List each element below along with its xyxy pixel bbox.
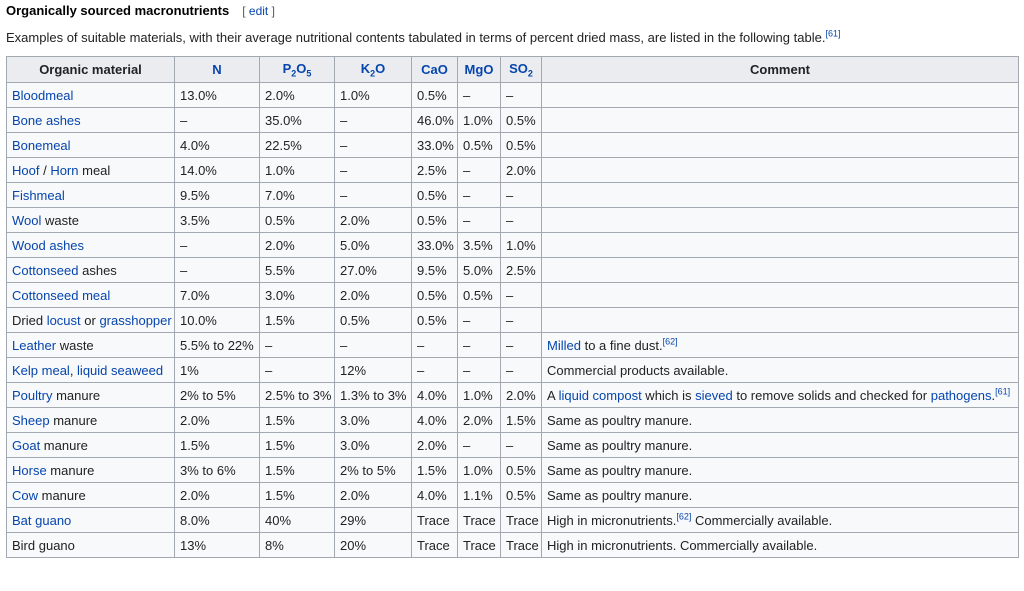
cell-comment <box>542 158 1019 183</box>
cell-k: 5.0% <box>335 233 412 258</box>
cell-ca: 0.5% <box>412 183 458 208</box>
cell-mg: 0.5% <box>458 283 501 308</box>
header-p2o5[interactable]: $P_2O_5$ <box>260 57 335 83</box>
cell-n: – <box>175 233 260 258</box>
cell-n: 13.0% <box>175 83 260 108</box>
cell-mg: 1.1% <box>458 483 501 508</box>
cell-n: 3.5% <box>175 208 260 233</box>
reference-link[interactable]: [61] <box>995 386 1011 397</box>
comment-text: . <box>991 387 996 403</box>
cell-p: 8% <box>260 533 335 558</box>
cell-n: 8.0% <box>175 508 260 533</box>
cell-mg: – <box>458 333 501 358</box>
comment-text: High in micronutrients. Commercially available. <box>547 537 818 553</box>
table-header-row <box>7 57 1019 83</box>
cell-p: 5.5% <box>260 258 335 283</box>
cell-s: 1.0% <box>501 233 542 258</box>
comment-text: which is <box>641 387 696 403</box>
cell-s: 0.5% <box>501 483 542 508</box>
cell-s: 0.5% <box>501 133 542 158</box>
material-text: Bird guano <box>12 537 75 553</box>
cell-n: 5.5% to 22% <box>175 333 260 358</box>
cell-material <box>7 158 175 183</box>
cell-k: – <box>335 158 412 183</box>
material-link[interactable]: Horse <box>12 462 47 478</box>
cell-n: – <box>175 258 260 283</box>
intro-text: Examples of suitable materials, with their average nutritional contents tabulated in terms of percent dried mass, are listed in the following table. <box>6 30 826 45</box>
material-link[interactable]: Leather <box>12 337 57 353</box>
material-text: manure <box>40 437 88 453</box>
table-row <box>7 458 1019 483</box>
material-text: ashes <box>78 262 117 278</box>
cell-material <box>7 333 175 358</box>
cell-s: – <box>501 83 542 108</box>
cell-ca: 4.0% <box>412 483 458 508</box>
cell-p: 1.5% <box>260 308 335 333</box>
cell-material <box>7 533 175 558</box>
comment-text: Same as poultry manure. <box>547 437 693 453</box>
cell-ca: 0.5% <box>412 283 458 308</box>
cell-mg: – <box>458 208 501 233</box>
table-row <box>7 133 1019 158</box>
cell-n: 9.5% <box>175 183 260 208</box>
cell-comment <box>542 458 1019 483</box>
material-link[interactable]: Cottonseed meal <box>12 287 111 303</box>
cell-k: 1.0% <box>335 83 412 108</box>
cell-p: 22.5% <box>260 133 335 158</box>
cell-comment <box>542 408 1019 433</box>
cell-s: 2.0% <box>501 383 542 408</box>
table-row <box>7 283 1019 308</box>
cell-p: 1.5% <box>260 408 335 433</box>
cell-material <box>7 258 175 283</box>
cell-material <box>7 208 175 233</box>
cell-p: 1.5% <box>260 483 335 508</box>
cell-n: 4.0% <box>175 133 260 158</box>
cell-p: 1.5% <box>260 433 335 458</box>
cell-k: 2.0% <box>335 483 412 508</box>
cell-comment <box>542 383 1019 408</box>
cell-s: – <box>501 283 542 308</box>
cell-mg: Trace <box>458 533 501 558</box>
cell-k: 2.0% <box>335 283 412 308</box>
header-k2o[interactable]: $K_2O$ <box>335 57 412 83</box>
cell-comment <box>542 308 1019 333</box>
cell-ca: 1.5% <box>412 458 458 483</box>
cell-k: 12% <box>335 358 412 383</box>
cell-material <box>7 183 175 208</box>
cell-mg: 1.0% <box>458 458 501 483</box>
cell-p: – <box>260 333 335 358</box>
cell-material <box>7 483 175 508</box>
cell-mg: – <box>458 358 501 383</box>
cell-ca: – <box>412 333 458 358</box>
edit-link[interactable]: edit <box>248 4 269 18</box>
comment-link[interactable]: liquid compost <box>558 387 642 403</box>
cell-mg: – <box>458 433 501 458</box>
cell-material <box>7 308 175 333</box>
table-row <box>7 408 1019 433</box>
cell-k: 3.0% <box>335 408 412 433</box>
cell-mg: 3.5% <box>458 233 501 258</box>
header-n[interactable]: N <box>175 57 260 83</box>
cell-k: 2.0% <box>335 208 412 233</box>
comment-text: Commercially available. <box>691 512 833 528</box>
table-row <box>7 258 1019 283</box>
cell-mg: 1.0% <box>458 108 501 133</box>
cell-s: – <box>501 433 542 458</box>
cell-k: 1.3% to 3% <box>335 383 412 408</box>
macronutrients-table <box>6 56 1019 558</box>
cell-n: 2% to 5% <box>175 383 260 408</box>
cell-ca: – <box>412 358 458 383</box>
comment-text: Same as poultry manure. <box>547 412 693 428</box>
cell-comment <box>542 508 1019 533</box>
cell-p: 0.5% <box>260 208 335 233</box>
cell-n: 1% <box>175 358 260 383</box>
material-link[interactable]: Horn <box>50 162 79 178</box>
table-row <box>7 158 1019 183</box>
cell-material <box>7 433 175 458</box>
cell-material <box>7 383 175 408</box>
cell-s: Trace <box>501 508 542 533</box>
cell-p: 40% <box>260 508 335 533</box>
cell-k: – <box>335 108 412 133</box>
table-row <box>7 308 1019 333</box>
material-text: , <box>69 362 78 378</box>
cell-s: 2.0% <box>501 158 542 183</box>
cell-mg: – <box>458 158 501 183</box>
material-text: waste <box>41 212 79 228</box>
cell-comment <box>542 183 1019 208</box>
table-row <box>7 208 1019 233</box>
cell-ca: 33.0% <box>412 233 458 258</box>
cell-p: 1.5% <box>260 458 335 483</box>
cell-p: – <box>260 358 335 383</box>
cell-ca: 33.0% <box>412 133 458 158</box>
material-link[interactable]: Hoof <box>12 162 40 178</box>
material-link[interactable]: Kelp meal <box>12 362 70 378</box>
cell-mg: – <box>458 183 501 208</box>
header-so2[interactable]: $SO_2$ <box>501 57 542 83</box>
material-text: manure <box>49 412 98 428</box>
reference-link[interactable]: [62] <box>662 336 678 347</box>
table-body <box>7 83 1019 558</box>
cell-mg: 2.0% <box>458 408 501 433</box>
header-mgo[interactable]: MgO <box>458 57 501 83</box>
cell-p: 7.0% <box>260 183 335 208</box>
material-link[interactable]: Bloodmeal <box>12 87 74 103</box>
cell-n: 1.5% <box>175 433 260 458</box>
material-link[interactable]: Bat guano <box>12 512 72 528</box>
material-text: manure <box>52 387 101 403</box>
header-comment[interactable]: Comment <box>542 57 1019 83</box>
cell-k: 2% to 5% <box>335 458 412 483</box>
cell-p: 2.5% to 3% <box>260 383 335 408</box>
cell-comment <box>542 258 1019 283</box>
cell-ca: 9.5% <box>412 258 458 283</box>
cell-s: 0.5% <box>501 458 542 483</box>
material-link[interactable]: Poultry <box>12 387 53 403</box>
cell-ca: 0.5% <box>412 308 458 333</box>
cell-comment <box>542 233 1019 258</box>
cell-material <box>7 133 175 158</box>
table-row <box>7 183 1019 208</box>
cell-comment <box>542 83 1019 108</box>
cell-mg: – <box>458 83 501 108</box>
comment-text: Same as poultry manure. <box>547 462 693 478</box>
table-row <box>7 483 1019 508</box>
cell-comment <box>542 433 1019 458</box>
cell-mg: – <box>458 308 501 333</box>
table-row <box>7 358 1019 383</box>
cell-k: 20% <box>335 533 412 558</box>
cell-comment <box>542 358 1019 383</box>
cell-comment <box>542 483 1019 508</box>
cell-comment <box>542 283 1019 308</box>
cell-comment <box>542 133 1019 158</box>
comment-link[interactable]: sieved <box>695 387 733 403</box>
cell-ca: Trace <box>412 533 458 558</box>
cell-n: 13% <box>175 533 260 558</box>
cell-p: 1.0% <box>260 158 335 183</box>
material-link[interactable]: Bonemeal <box>12 137 71 153</box>
cell-mg: 5.0% <box>458 258 501 283</box>
table-row <box>7 383 1019 408</box>
comment-text: High in micronutrients. <box>547 512 677 528</box>
material-link[interactable]: Cottonseed <box>12 262 79 278</box>
cell-comment <box>542 533 1019 558</box>
cell-mg: 0.5% <box>458 133 501 158</box>
material-link[interactable]: Sheep <box>12 412 50 428</box>
cell-ca: 2.5% <box>412 158 458 183</box>
cell-k: 0.5% <box>335 308 412 333</box>
intro-reference-link[interactable]: [61] <box>825 28 841 39</box>
cell-k: – <box>335 183 412 208</box>
edit-bracket-close: ] <box>268 4 275 18</box>
cell-comment <box>542 108 1019 133</box>
material-link[interactable]: liquid seaweed <box>77 362 164 378</box>
cell-p: 3.0% <box>260 283 335 308</box>
cell-n: 14.0% <box>175 158 260 183</box>
material-link[interactable]: Wood ashes <box>12 237 85 253</box>
cell-s: Trace <box>501 533 542 558</box>
cell-k: – <box>335 133 412 158</box>
material-link[interactable]: grasshopper <box>99 312 172 328</box>
material-link[interactable]: Goat <box>12 437 41 453</box>
comment-text: to remove solids and checked for <box>732 387 931 403</box>
cell-s: – <box>501 208 542 233</box>
cell-mg: 1.0% <box>458 383 501 408</box>
table-row <box>7 83 1019 108</box>
cell-material <box>7 458 175 483</box>
cell-material <box>7 233 175 258</box>
comment-text: to a fine dust. <box>580 337 663 353</box>
cell-material <box>7 83 175 108</box>
cell-k: – <box>335 333 412 358</box>
cell-comment <box>542 208 1019 233</box>
cell-ca: 46.0% <box>412 108 458 133</box>
cell-s: – <box>501 333 542 358</box>
cell-k: 3.0% <box>335 433 412 458</box>
cell-ca: 4.0% <box>412 383 458 408</box>
cell-s: – <box>501 183 542 208</box>
cell-material <box>7 283 175 308</box>
material-text: Dried <box>12 312 47 328</box>
cell-s: – <box>501 308 542 333</box>
cell-comment <box>542 333 1019 358</box>
table-row <box>7 333 1019 358</box>
cell-ca: 0.5% <box>412 208 458 233</box>
material-text: manure <box>46 462 95 478</box>
material-text: waste <box>56 337 94 353</box>
material-link[interactable]: Cow <box>12 487 39 503</box>
cell-n: 10.0% <box>175 308 260 333</box>
table-row <box>7 108 1019 133</box>
cell-s: 2.5% <box>501 258 542 283</box>
cell-material <box>7 508 175 533</box>
comment-text: Commercial products available. <box>547 362 729 378</box>
table-row <box>7 533 1019 558</box>
material-text: meal <box>78 162 111 178</box>
cell-p: 2.0% <box>260 83 335 108</box>
section-heading-row <box>6 3 1024 21</box>
cell-s: – <box>501 358 542 383</box>
comment-link[interactable]: Milled <box>547 337 581 353</box>
table-row <box>7 233 1019 258</box>
comment-link[interactable]: pathogens <box>930 387 992 403</box>
header-organic-material[interactable]: Organic material <box>7 57 175 83</box>
comment-text: A <box>547 387 559 403</box>
material-text: manure <box>38 487 86 503</box>
cell-k: 29% <box>335 508 412 533</box>
material-link[interactable]: Fishmeal <box>12 187 65 203</box>
edit-bracket-open: [ <box>242 4 249 18</box>
cell-p: 2.0% <box>260 233 335 258</box>
cell-ca: Trace <box>412 508 458 533</box>
cell-ca: 0.5% <box>412 83 458 108</box>
cell-material <box>7 408 175 433</box>
material-link[interactable]: locust <box>46 312 81 328</box>
table-row <box>7 508 1019 533</box>
cell-s: 0.5% <box>501 108 542 133</box>
cell-k: 27.0% <box>335 258 412 283</box>
material-link[interactable]: Bone ashes <box>12 112 81 128</box>
cell-ca: 4.0% <box>412 408 458 433</box>
cell-n: 2.0% <box>175 483 260 508</box>
cell-p: 35.0% <box>260 108 335 133</box>
table-row <box>7 433 1019 458</box>
cell-material <box>7 108 175 133</box>
cell-n: 7.0% <box>175 283 260 308</box>
material-text: or <box>80 312 100 328</box>
section-title: Organically sourced macronutrients <box>6 3 230 18</box>
material-text: / <box>39 162 51 178</box>
cell-n: 3% to 6% <box>175 458 260 483</box>
cell-s: 1.5% <box>501 408 542 433</box>
cell-n: 2.0% <box>175 408 260 433</box>
cell-ca: 2.0% <box>412 433 458 458</box>
cell-material <box>7 358 175 383</box>
cell-n: – <box>175 108 260 133</box>
header-cao[interactable]: CaO <box>412 57 458 83</box>
material-link[interactable]: Wool <box>12 212 42 228</box>
cell-mg: Trace <box>458 508 501 533</box>
intro-paragraph <box>6 30 1024 52</box>
reference-link[interactable]: [62] <box>676 511 692 522</box>
edit-section-control <box>242 4 275 18</box>
comment-text: Same as poultry manure. <box>547 487 693 503</box>
